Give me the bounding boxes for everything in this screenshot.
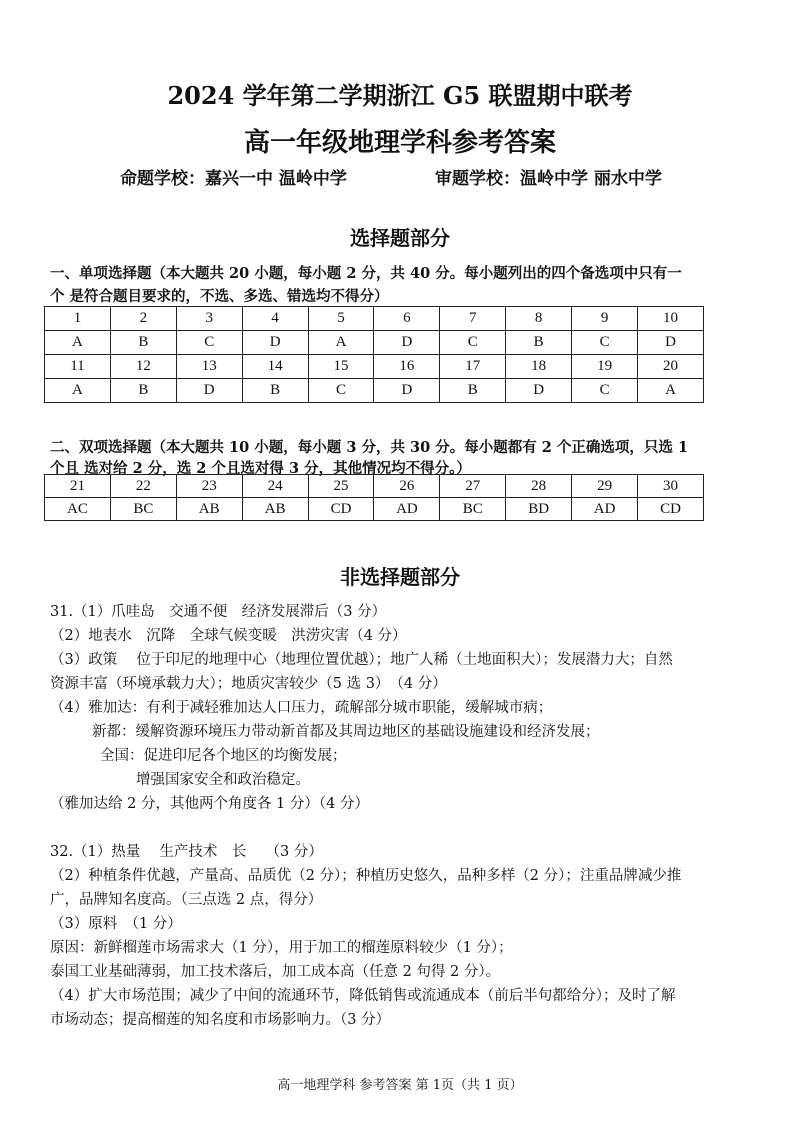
double-choice-cell: AD bbox=[572, 498, 638, 521]
double-choice-cell: 21 bbox=[45, 475, 111, 498]
single-choice-cell: D bbox=[638, 331, 704, 355]
single-choice-cell: B bbox=[242, 379, 308, 403]
single-choice-answer-table bbox=[44, 306, 704, 403]
single-choice-cell: A bbox=[308, 331, 374, 355]
q31-line-8: 增强国家安全和政治稳定。 bbox=[136, 772, 310, 788]
single-choice-cell: 7 bbox=[440, 307, 506, 331]
double-choice-cell: CD bbox=[308, 498, 374, 521]
q32-line-2: （2）种植条件优越，产量高、品质优（2 分）；种植历史悠久，品种多样（2 分）；注重品牌减少推 bbox=[50, 868, 682, 884]
single-choice-cell: A bbox=[45, 331, 111, 355]
double-choice-answer-table bbox=[44, 474, 704, 521]
nonchoice-section-heading: 非选择题部分 bbox=[340, 565, 460, 589]
single-choice-cell: D bbox=[506, 379, 572, 403]
single-choice-cell: D bbox=[374, 379, 440, 403]
q31-line-5: （4）雅加达：有利于减轻雅加达人口压力，疏解部分城市职能，缓解城市病； bbox=[50, 700, 553, 716]
double-choice-cell: 25 bbox=[308, 475, 374, 498]
q32-line-1: 32.（1）热量 生产技术 长 （3 分） bbox=[50, 844, 323, 860]
single-choice-cell: 5 bbox=[308, 307, 374, 331]
single-choice-row bbox=[45, 355, 704, 379]
single-choice-cell: 9 bbox=[572, 307, 638, 331]
double-choice-cell: BD bbox=[506, 498, 572, 521]
single-choice-cell: 4 bbox=[242, 307, 308, 331]
single-choice-cell: 6 bbox=[374, 307, 440, 331]
double-choice-cell: 28 bbox=[506, 475, 572, 498]
double-choice-cell: 27 bbox=[440, 475, 506, 498]
q31-line-2: （2）地表水 沉降 全球气候变暖 洪涝灾害（4 分） bbox=[50, 628, 407, 644]
single-choice-cell: A bbox=[638, 379, 704, 403]
single-choice-cell: B bbox=[110, 379, 176, 403]
single-choice-cell: 16 bbox=[374, 355, 440, 379]
setter-schools: 命题学校：嘉兴一中 温岭中学 bbox=[120, 169, 347, 189]
double-choice-row bbox=[45, 498, 704, 521]
single-choice-row bbox=[45, 331, 704, 355]
part2-instructions-line2: 个且 选对给 2 分，选 2 个且选对得 3 分，其他情况均不得分。） bbox=[50, 460, 471, 477]
single-choice-row bbox=[45, 307, 704, 331]
double-choice-cell: AC bbox=[45, 498, 111, 521]
single-choice-cell: 20 bbox=[638, 355, 704, 379]
single-choice-cell: 2 bbox=[110, 307, 176, 331]
double-choice-row bbox=[45, 475, 704, 498]
reviewer-schools: 审题学校：温岭中学 丽水中学 bbox=[435, 169, 662, 189]
single-choice-cell: 1 bbox=[45, 307, 111, 331]
q32-line-8: 市场动态；提高榴莲的知名度和市场影响力。（3 分） bbox=[50, 1012, 391, 1028]
exam-subtitle: 高一年级地理学科参考答案 bbox=[243, 128, 556, 158]
double-choice-cell: AB bbox=[242, 498, 308, 521]
single-choice-cell: 14 bbox=[242, 355, 308, 379]
single-choice-cell: B bbox=[506, 331, 572, 355]
double-choice-cell: BC bbox=[440, 498, 506, 521]
double-choice-cell: 29 bbox=[572, 475, 638, 498]
double-choice-cell: 24 bbox=[242, 475, 308, 498]
q31-line-6: 新都：缓解资源环境压力带动新首都及其周边地区的基础设施建设和经济发展； bbox=[92, 724, 600, 740]
double-choice-cell: 22 bbox=[110, 475, 176, 498]
single-choice-cell: D bbox=[176, 379, 242, 403]
single-choice-cell: 3 bbox=[176, 307, 242, 331]
q31-line-9: （雅加达给 2 分，其他两个角度各 1 分）（4 分） bbox=[50, 796, 369, 812]
double-choice-cell: AB bbox=[176, 498, 242, 521]
single-choice-cell: B bbox=[110, 331, 176, 355]
q32-line-7: （4）扩大市场范围；减少了中间的流通环节，降低销售或流通成本（前后半句都给分）；及时了解 bbox=[50, 988, 676, 1004]
exam-title: 2024 学年第二学期浙江 G5 联盟期中联考 bbox=[167, 81, 633, 110]
double-choice-cell: 30 bbox=[638, 475, 704, 498]
single-choice-cell: D bbox=[374, 331, 440, 355]
q31-line-7: 全国：促进印尼各个地区的均衡发展； bbox=[100, 748, 347, 764]
single-choice-cell: 17 bbox=[440, 355, 506, 379]
part2-instructions-line1: 二、双项选择题（本大题共 10 小题，每小题 3 分，共 30 分。每小题都有 2 个正确选项，只选 1 bbox=[50, 439, 689, 456]
single-choice-cell: 13 bbox=[176, 355, 242, 379]
single-choice-cell: 11 bbox=[45, 355, 111, 379]
q31-line-3: （3）政策 位于印尼的地理中心（地理位置优越）；地广人稀（土地面积大）；发展潜力大；自然 bbox=[50, 652, 673, 668]
single-choice-cell: D bbox=[242, 331, 308, 355]
single-choice-cell: B bbox=[440, 379, 506, 403]
single-choice-cell: 8 bbox=[506, 307, 572, 331]
q32-line-4: （3）原料 （1 分） bbox=[50, 916, 182, 932]
single-choice-cell: 12 bbox=[110, 355, 176, 379]
single-choice-cell: A bbox=[45, 379, 111, 403]
single-choice-row bbox=[45, 379, 704, 403]
single-choice-cell: C bbox=[308, 379, 374, 403]
double-choice-cell: AD bbox=[374, 498, 440, 521]
single-choice-cell: 19 bbox=[572, 355, 638, 379]
q31-line-4: 资源丰富（环境承载力大）；地质灾害较少（5 选 3） （4 分） bbox=[50, 676, 447, 692]
q32-line-3: 广，品牌知名度高。（三点选 2 点，得分） bbox=[50, 892, 323, 908]
part1-instructions-line2: 个 是符合题目要求的，不选、多选、错选均不得分） bbox=[50, 288, 389, 305]
double-choice-cell: 23 bbox=[176, 475, 242, 498]
single-choice-cell: C bbox=[176, 331, 242, 355]
single-choice-cell: C bbox=[440, 331, 506, 355]
double-choice-cell: BC bbox=[110, 498, 176, 521]
q32-line-6: 泰国工业基础薄弱，加工技术落后，加工成本高（任意 2 句得 2 分）。 bbox=[50, 964, 501, 980]
page-footer: 高一地理学科 参考答案 第 1页（共 1 页） bbox=[277, 1078, 523, 1093]
double-choice-cell: CD bbox=[638, 498, 704, 521]
single-choice-cell: C bbox=[572, 379, 638, 403]
q32-line-5: 原因：新鲜榴莲市场需求大（1 分），用于加工的榴莲原料较少（1 分）； bbox=[50, 940, 513, 956]
single-choice-cell: 18 bbox=[506, 355, 572, 379]
single-choice-cell: 10 bbox=[638, 307, 704, 331]
single-choice-cell: C bbox=[572, 331, 638, 355]
q31-line-1: 31.（1）爪哇岛 交通不便 经济发展滞后（3 分） bbox=[50, 604, 387, 620]
part1-instructions-line1: 一、单项选择题（本大题共 20 小题，每小题 2 分，共 40 分。每小题列出的四个备选项中只有一 bbox=[50, 265, 682, 282]
double-choice-cell: 26 bbox=[374, 475, 440, 498]
choice-section-heading: 选择题部分 bbox=[350, 226, 450, 250]
single-choice-cell: 15 bbox=[308, 355, 374, 379]
